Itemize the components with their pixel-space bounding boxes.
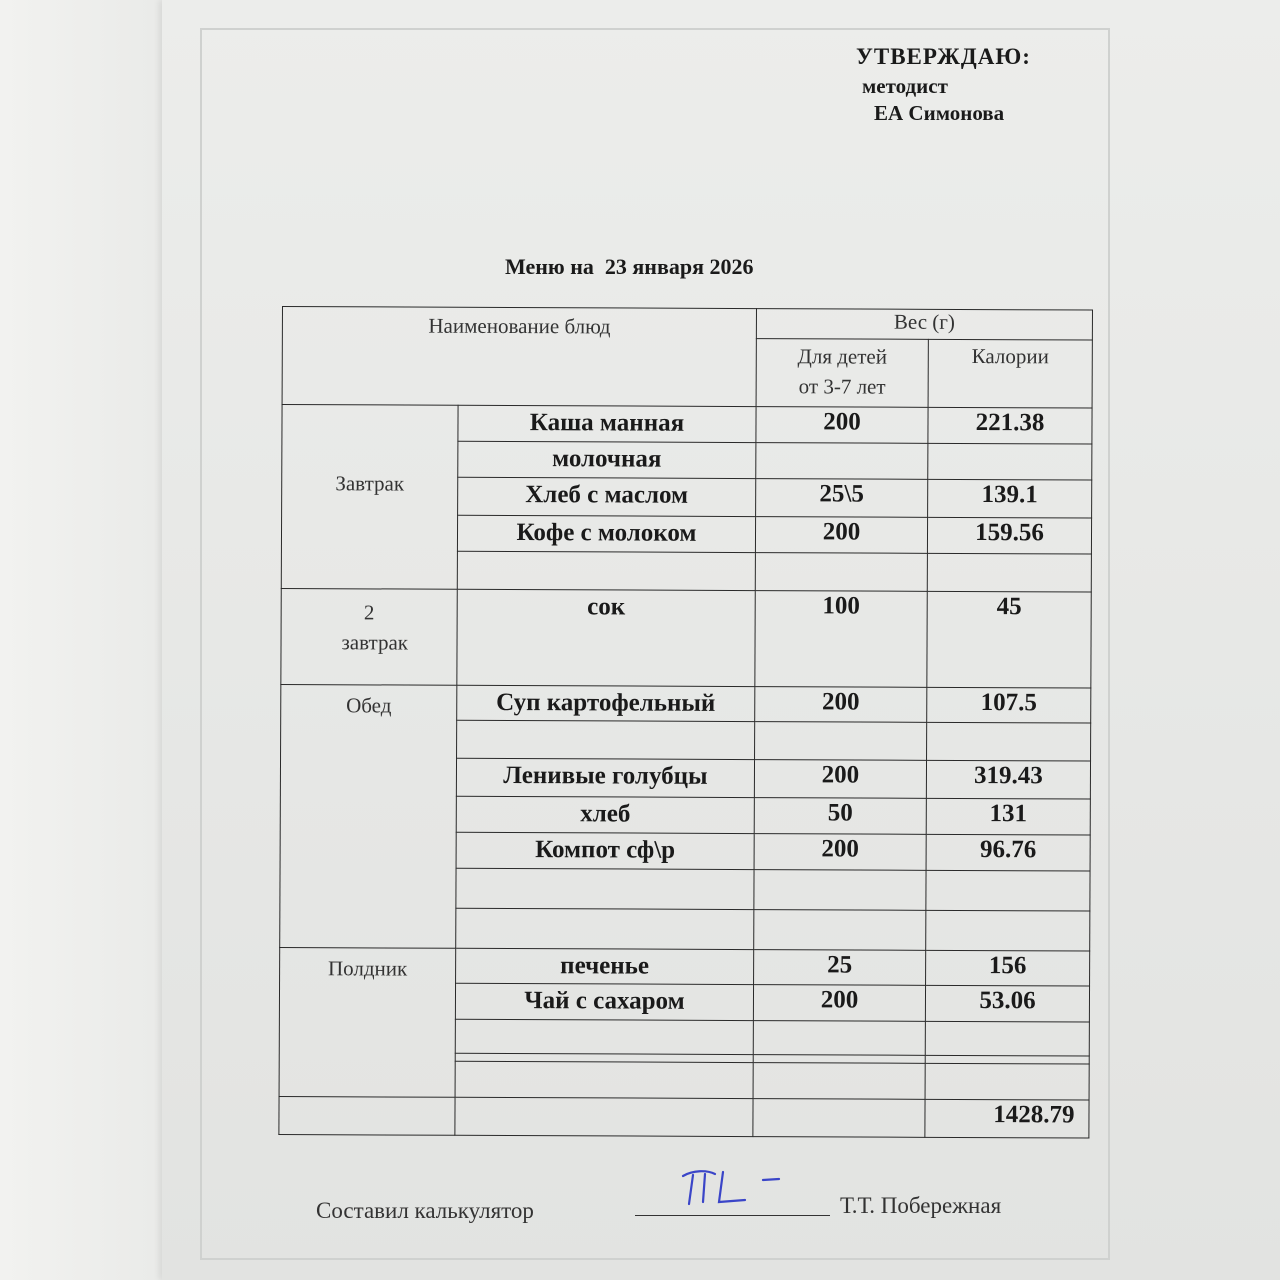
dish-weight: 100	[755, 591, 927, 688]
approval-heading: УТВЕРЖДАЮ:	[856, 44, 1031, 69]
approval-position: методист	[862, 74, 948, 98]
approval-block	[856, 44, 1031, 126]
dish-calories: 159.56	[927, 517, 1091, 554]
meal-second-breakfast: 2 завтрак	[281, 588, 457, 685]
meal-breakfast: Завтрак	[281, 405, 458, 590]
dish-calories: 131	[926, 798, 1090, 835]
dish-name: Компот сф\р	[456, 832, 754, 869]
dish-calories: 107.5	[927, 687, 1091, 723]
meal-snack: Полдник	[279, 947, 456, 1097]
dish-calories: 319.43	[926, 760, 1090, 799]
dish-name: Суп картофельный	[457, 685, 755, 721]
dish-calories: 45	[927, 591, 1091, 688]
empty-cell	[755, 722, 927, 761]
dish-weight: 25\5	[756, 479, 928, 518]
dish-weight: 50	[754, 798, 926, 835]
empty-cell	[455, 1061, 753, 1098]
empty-cell	[926, 870, 1090, 911]
dish-calories	[928, 443, 1092, 480]
dish-calories: 156	[926, 950, 1090, 986]
header-dish-names: Наименование блюд	[282, 307, 756, 407]
empty-cell	[927, 722, 1091, 761]
header-calories: Калории	[928, 339, 1092, 408]
empty-cell	[925, 1021, 1089, 1056]
empty-cell	[754, 910, 926, 951]
dish-name: Кофе с молоком	[457, 515, 755, 552]
handwritten-signature	[675, 1162, 795, 1217]
empty-cell	[927, 553, 1091, 592]
empty-cell	[753, 1063, 925, 1100]
empty-cell	[926, 910, 1090, 951]
menu-table	[278, 306, 1093, 1139]
dish-calories: 53.06	[925, 985, 1089, 1022]
dish-calories: 96.76	[926, 834, 1090, 871]
empty-cell	[753, 1021, 925, 1056]
dish-weight: 200	[756, 407, 928, 444]
dish-name: печенье	[456, 948, 754, 984]
empty-cell	[755, 553, 927, 592]
empty-cell	[457, 720, 755, 759]
background-sheet	[0, 0, 175, 1280]
dish-weight: 200	[753, 985, 925, 1022]
meal-lunch: Обед	[280, 684, 457, 948]
dish-name: Ленивые голубцы	[456, 758, 754, 797]
empty-cell	[455, 1097, 753, 1136]
empty-cell	[457, 551, 755, 590]
header-weight: Вес (г)	[756, 309, 1092, 340]
total-calories: 1428.79	[925, 1099, 1089, 1138]
dish-name: молочная	[458, 441, 756, 478]
compiler-name: Т.Т. Побережная	[840, 1193, 1002, 1218]
dish-name: хлеб	[456, 796, 754, 833]
dish-name: сок	[457, 589, 755, 686]
empty-cell	[925, 1063, 1089, 1100]
dish-calories: 221.38	[928, 407, 1092, 444]
empty-cell	[456, 868, 754, 909]
empty-cell	[754, 870, 926, 911]
dish-name: Хлеб с маслом	[458, 477, 756, 516]
dish-calories: 139.1	[928, 479, 1092, 518]
dish-weight: 25	[754, 950, 926, 986]
empty-cell	[456, 908, 754, 949]
empty-cell	[279, 1096, 455, 1135]
compiler-label: Составил калькулятор	[316, 1198, 534, 1223]
dish-weight: 200	[754, 760, 926, 799]
empty-cell	[455, 1019, 753, 1054]
dish-weight: 200	[754, 834, 926, 871]
dish-name: Каша манная	[458, 405, 756, 442]
dish-weight: 200	[755, 517, 927, 554]
menu-title: Меню на 23 января 2026	[505, 254, 754, 279]
header-children-age: Для детей от 3-7 лет	[756, 339, 928, 408]
dish-name: Чай с сахаром	[455, 983, 753, 1020]
dish-weight: 200	[755, 687, 927, 723]
empty-cell	[753, 1099, 925, 1138]
approval-name: ЕА Симонова	[874, 101, 1005, 125]
dish-weight	[756, 443, 928, 480]
